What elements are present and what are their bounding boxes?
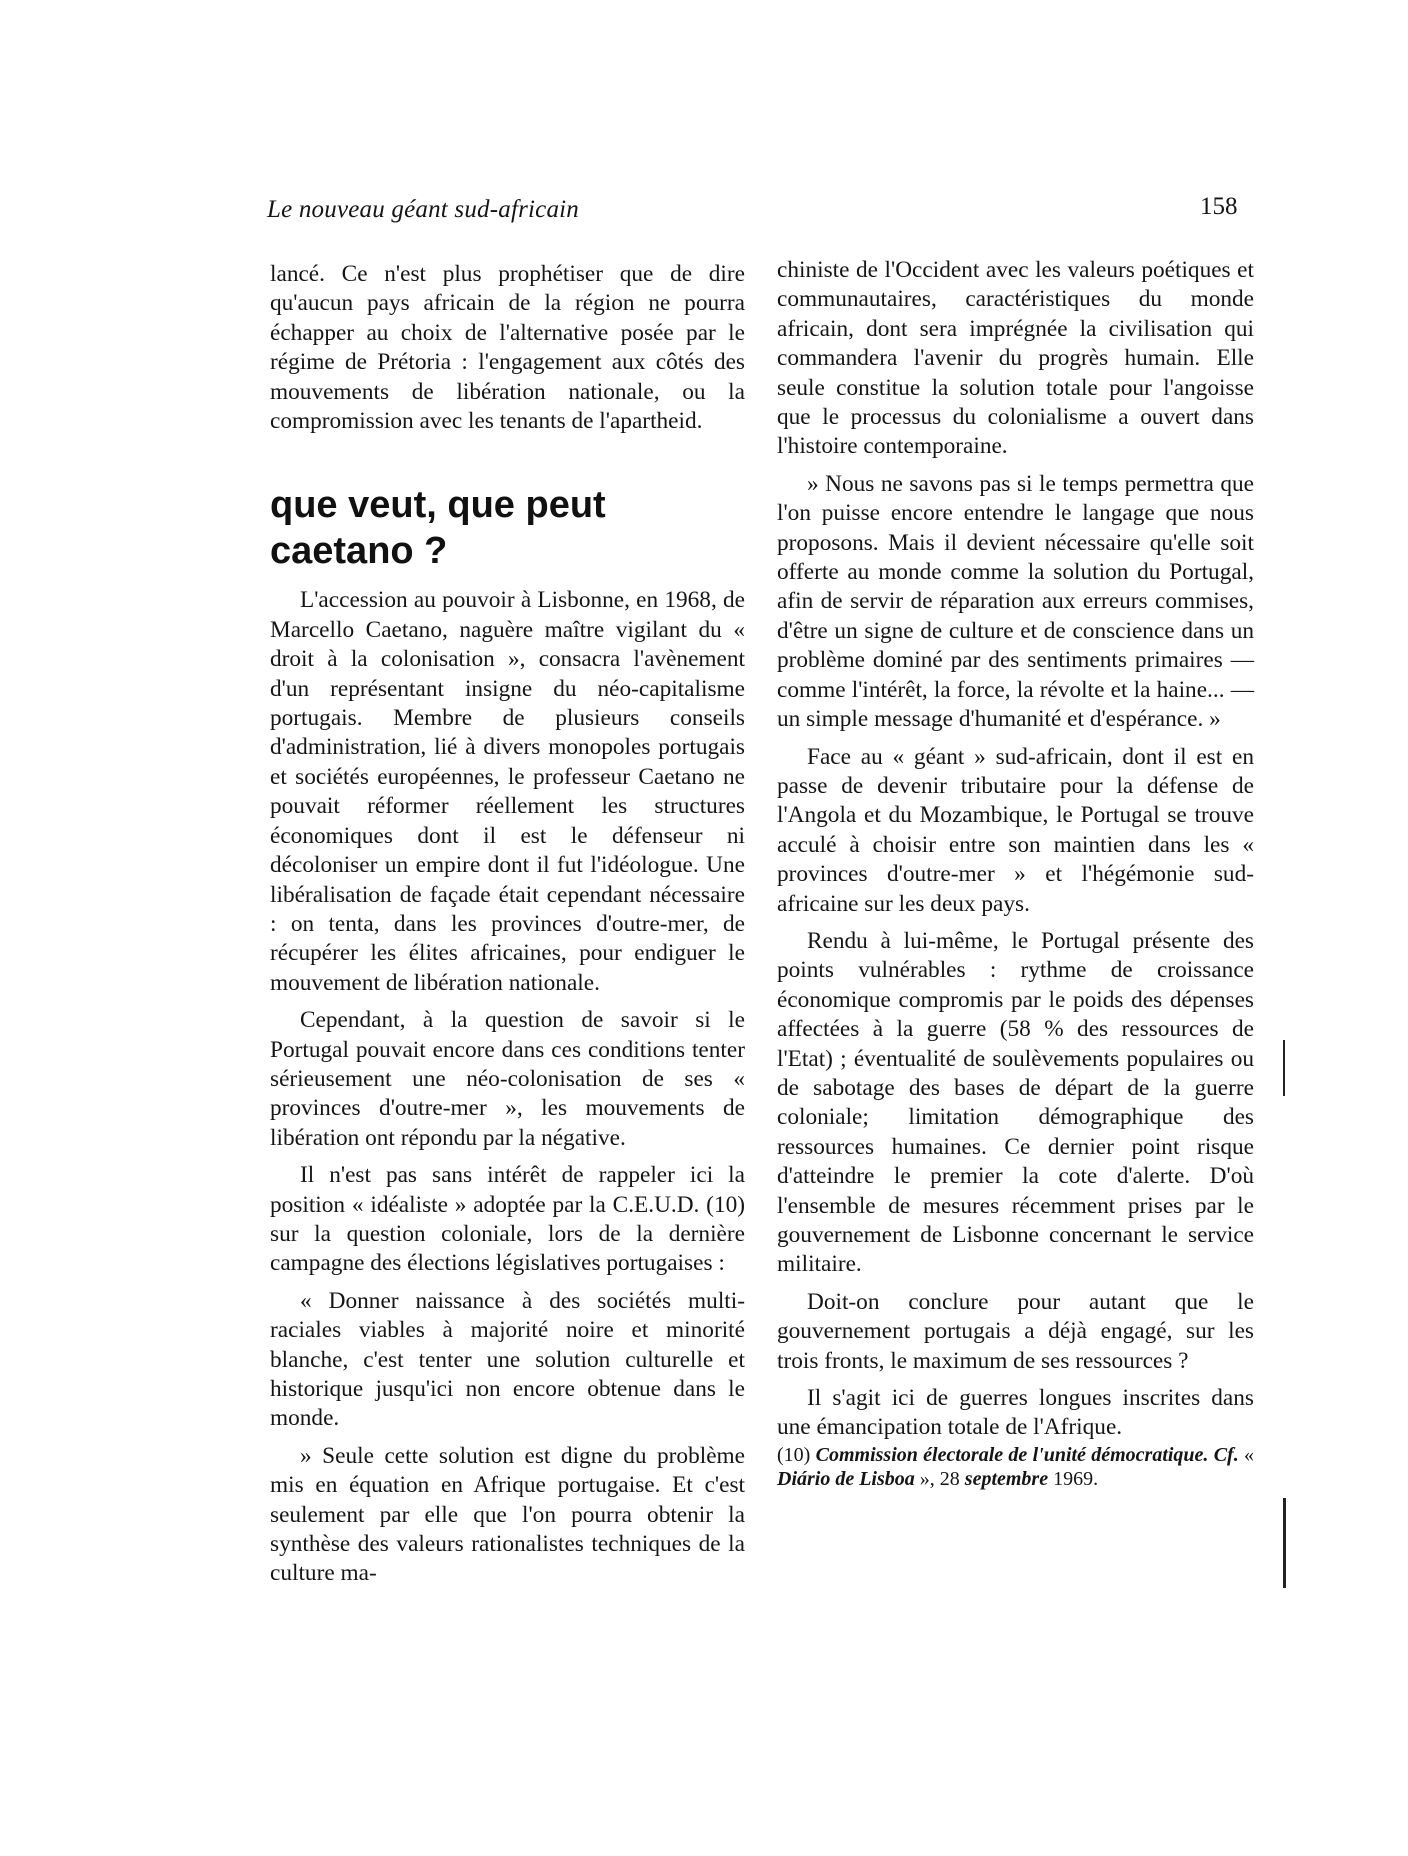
paragraph: Il s'agit ici de guerres longues inscrites dans une émancipation totale de l'Afrique. xyxy=(777,1385,1254,1441)
quotation-paragraph: » Nous ne savons pas si le temps permettra que l'on puisse encore entendre le langage que nous proposons. Mais il devient nécessaire qu'elle soit offerte au monde comme la solution du Portugal, afin de servir de réparation aux erreurs commises, d'être un signe de culture et de conscience dans un problème dominé par des sentiments primaires — comme l'intérêt, la force, la révolte et la haine... — un simple message d'humanité et d'espérance. » xyxy=(777,470,1254,733)
quotation-paragraph: « Donner naissance à des sociétés multi-raciales viables à majorité noire et minorité blanche, c'est tenter une solution culturelle et historique jusqu'ici non encore obtenue dans le monde. xyxy=(270,1287,745,1432)
paragraph: Cependant, à la question de savoir si le Portugal pouvait encore dans ces conditions tenter sérieusement une néo-colonisation de ses « provinces d'outre-mer », les mouvements de libération ont répondu par la négative. xyxy=(270,1007,745,1151)
scan-mark xyxy=(1283,1498,1286,1588)
footnote xyxy=(777,1443,1254,1491)
section-heading: que veut, que peut caetano ? xyxy=(270,484,606,573)
paragraph: Il n'est pas sans intérêt de rappeler ici la position « idéaliste » adoptée par la C.E.U.D. (10) sur la question coloniale, lors de la dernière campagne des élections législatives portugaises : xyxy=(270,1162,745,1277)
footnote-italic: Commission électorale de l'unité démocratique. Cf. xyxy=(815,1443,1239,1466)
footnote-year: 1969. xyxy=(1048,1467,1099,1490)
paragraph: Face au « géant » sud-africain, dont il est en passe de devenir tributaire pour la défense de l'Angola et du Mozambique, le Portugal se trouve acculé à choisir entre son maintien dans les « provinces d'outre-mer » et l'hégémonie sud-africaine sur les deux pays. xyxy=(777,743,1254,917)
quotation-paragraph: chiniste de l'Occident avec les valeurs poétiques et communautaires, caractéristiques du monde africain, dont sera imprégnée la civilisation qui commandera l'avenir du progrès humain. Elle seule constitue la solution totale pour l'angoisse que le processus du colonialisme a ouvert dans l'histoire contemporaine. xyxy=(777,257,1254,460)
right-column xyxy=(777,256,1254,1491)
paragraph: L'accession au pouvoir à Lisbonne, en 1968, de Marcello Caetano, naguère maître vigilant du « droit à la colonisation », consacra l'avènement d'un représentant insigne du néo-capitalisme portugais. Membre de plusieurs conseils d'administration, lié à divers monopoles portugais et sociétés européennes, le professeur Caetano ne pouvait réformer réellement les structures économiques dont il est le défenseur ni décoloniser un empire dont il fut l'idéologue. Une libéralisation de façade était cependant nécessaire : on tenta, dans les provinces d'outre-mer, de récupérer les élites africaines, pour endiguer le mouvement de libération nationale. xyxy=(270,587,745,996)
quotation-paragraph: » Seule cette solution est digne du problème mis en équation en Afrique portugaise. Et c'est seulement par elle que l'on pourra obtenir la synthèse des valeurs rationalistes techniques de la culture ma- xyxy=(270,1442,745,1587)
page-number: 158 xyxy=(1200,193,1238,220)
footnote-quote-open: « xyxy=(1238,1443,1255,1466)
paragraph: lancé. Ce n'est plus prophétiser que de dire qu'aucun pays africain de la région ne pourra échapper au choix de l'alternative posée par le régime de Prétoria : l'engagement aux côtés des mouvements de libération nationale, ou la compromission avec les tenants de l'apartheid. xyxy=(270,261,745,435)
footnote-rest: », 28 xyxy=(914,1467,965,1490)
paragraph: Doit-on conclure pour autant que le gouvernement portugais a déjà engagé, sur les trois fronts, le maximum de ses ressources ? xyxy=(777,1288,1254,1374)
footnote-source: Diário de Lisboa xyxy=(777,1467,915,1490)
paragraph: Rendu à lui-même, le Portugal présente des points vulnérables : rythme de croissance économique compromis par le poids des dépenses affectées à la guerre (58 % des ressources de l'Etat) ; éventualité de soulèvements populaires ou de sabotage des bases de départ de la guerre coloniale; limitation démographique des ressources humaines. Ce dernier point risque d'atteindre le premier la cote d'alerte. D'où l'ensemble de mesures récemment prises par le gouvernement de Lisbonne concernant le service militaire. xyxy=(777,927,1254,1278)
left-column xyxy=(270,260,745,1589)
running-header-title: Le nouveau géant sud-africain xyxy=(267,196,580,223)
footnote-number: (10) xyxy=(777,1443,811,1466)
scan-mark xyxy=(1283,1040,1285,1096)
footnote-month: septembre xyxy=(964,1467,1049,1490)
